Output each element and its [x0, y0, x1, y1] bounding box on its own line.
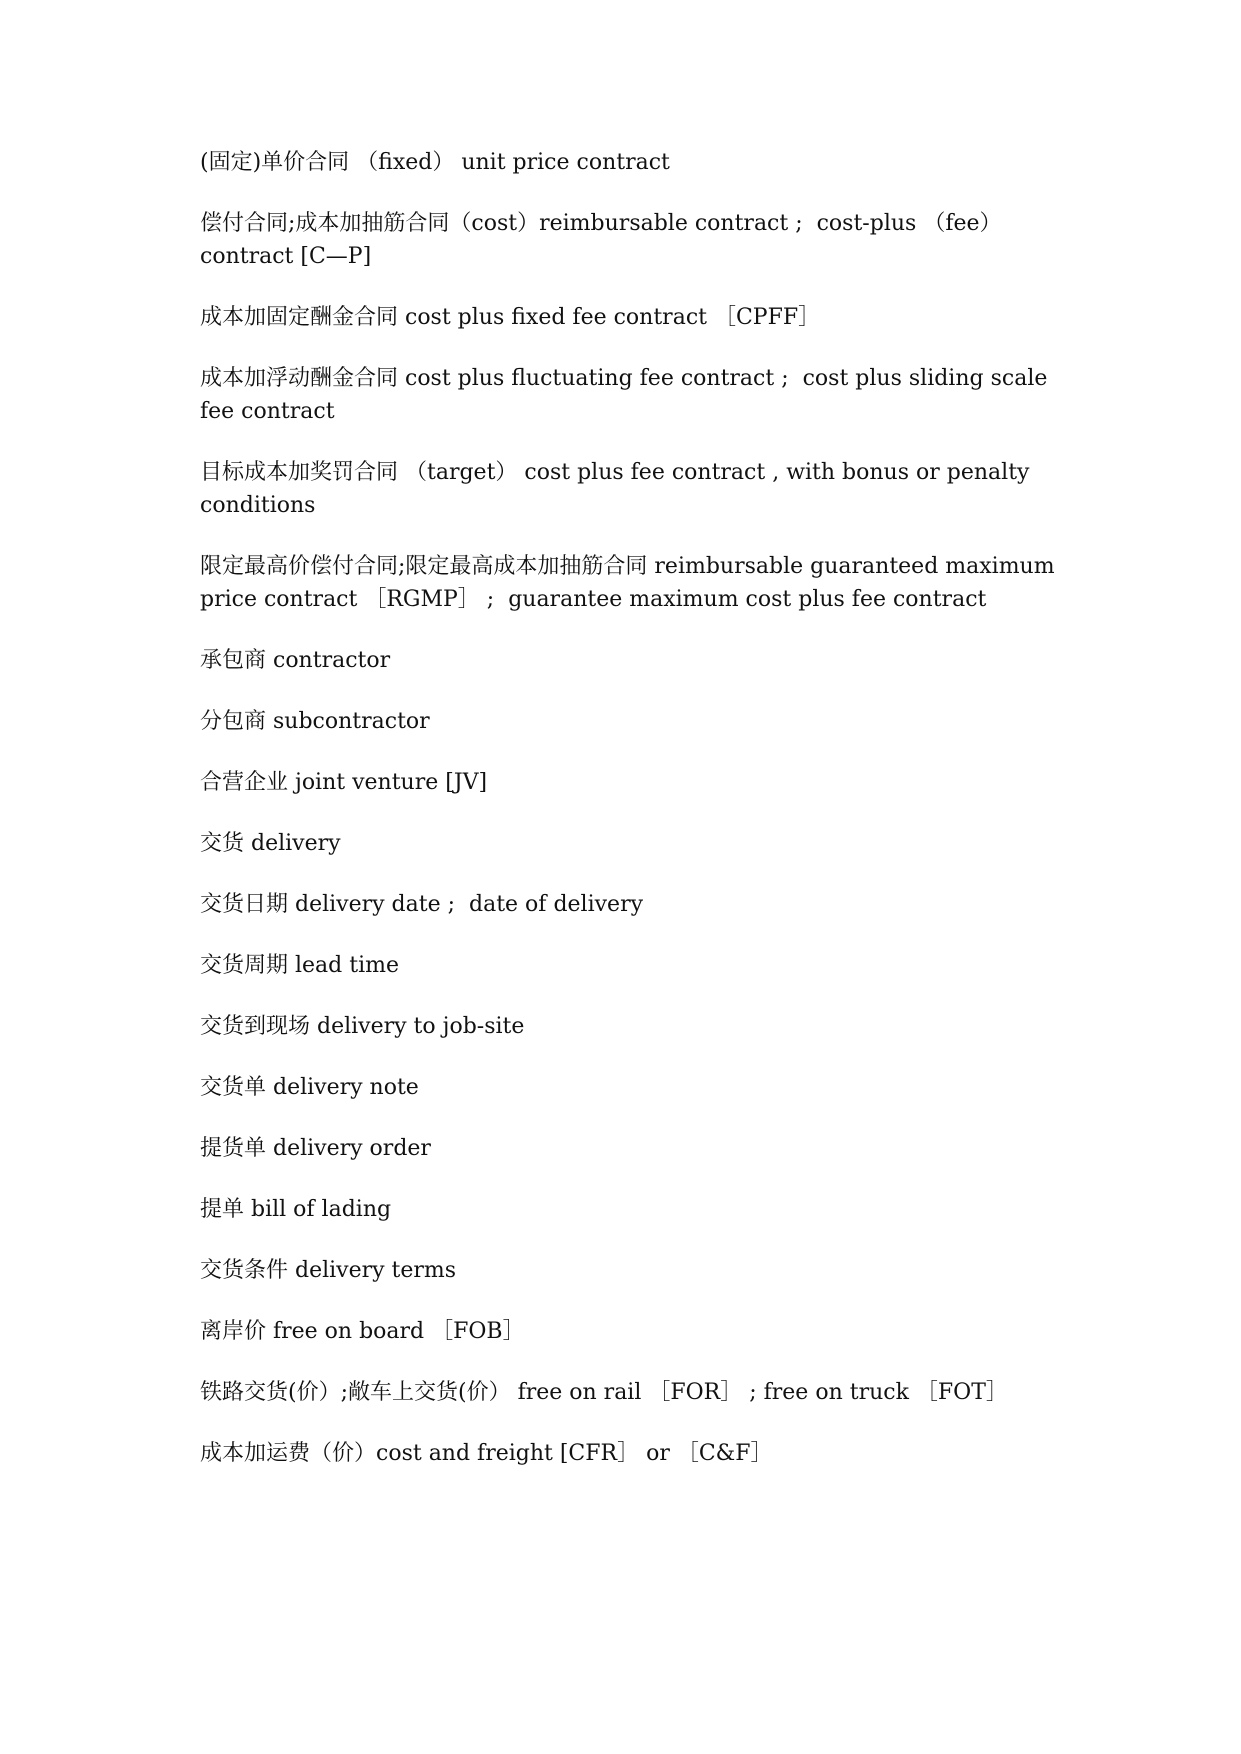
glossary-entry: 合营企业 joint venture [JV]: [200, 770, 488, 795]
glossary-entry: 目标成本加奖罚合同 （target） cost plus fee contract , with bonus or penalty conditions: [200, 460, 1037, 518]
glossary-entry: 交货条件 delivery terms: [200, 1258, 457, 1283]
glossary-entry: 铁路交货(价）;敞车上交货(价） free on rail ［FOR］ ; free on truck ［FOT］: [200, 1380, 1008, 1405]
glossary-entry: 交货到现场 delivery to job-site: [200, 1014, 525, 1039]
glossary-entry: 交货周期 lead time: [200, 953, 399, 978]
glossary-entry: 交货单 delivery note: [200, 1075, 419, 1100]
glossary-entry: 离岸价 free on board ［FOB］: [200, 1319, 525, 1344]
glossary-entry: 提单 bill of lading: [200, 1197, 392, 1222]
glossary-entry: 交货日期 delivery date ; date of delivery: [200, 892, 644, 917]
glossary-entry: 提货单 delivery order: [200, 1136, 431, 1161]
glossary-entry: 成本加固定酬金合同 cost plus fixed fee contract ［CPFF］: [200, 305, 821, 330]
glossary-entry: 偿付合同;成本加抽筋合同（cost）reimbursable contract ; cost-plus （fee） contract [C—P]: [200, 211, 1009, 269]
glossary-entry: (固定)单价合同 （fixed） unit price contract: [200, 150, 670, 175]
glossary-entry: 分包商 subcontractor: [200, 709, 430, 734]
glossary-list: [200, 146, 1060, 1498]
glossary-entry: 限定最高价偿付合同;限定最高成本加抽筋合同 reimbursable guaranteed maximum price contract ［RGMP］ ; guarantee maximum cost plus fee contract: [200, 554, 1062, 612]
glossary-entry: 成本加运费（价）cost and freight [CFR］ or ［C&F］: [200, 1441, 773, 1466]
glossary-entry: 交货 delivery: [200, 831, 341, 856]
glossary-entry: 成本加浮动酬金合同 cost plus fluctuating fee contract ; cost plus sliding scale fee contract: [200, 366, 1055, 424]
glossary-entry: 承包商 contractor: [200, 648, 391, 673]
